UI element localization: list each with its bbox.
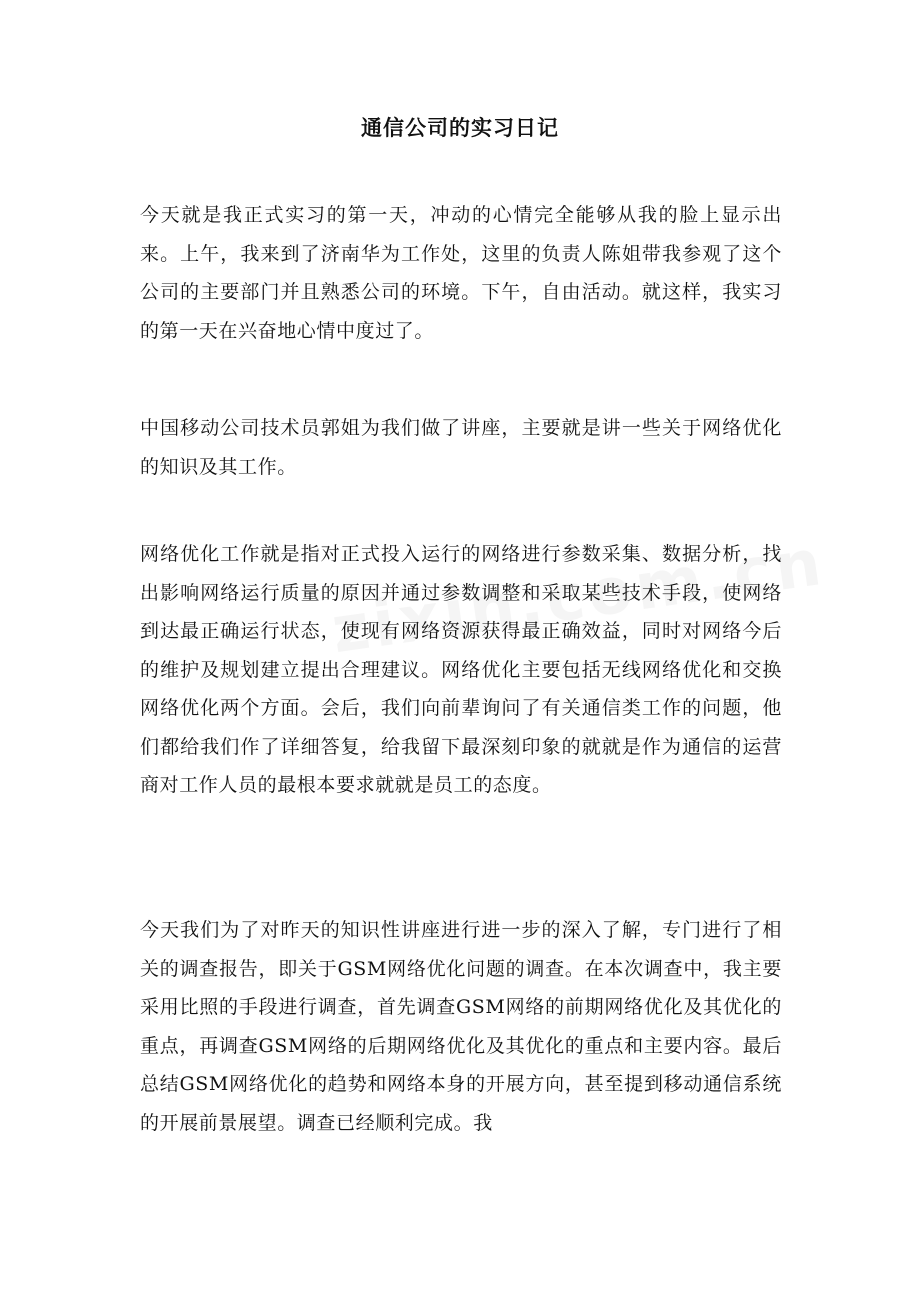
- paragraph-2: 中国移动公司技术员郭姐为我们做了讲座，主要就是讲一些关于网络优化的知识及其工作。: [140, 417, 782, 478]
- paragraph-4: 今天我们为了对昨天的知识性讲座进行进一步的深入了解，专门进行了相关的调查报告，即关于GSM网络优化问题的调查。在本次调查中，我主要采用比照的手段进行调查，首先调查GSM网络的前期网络优化及其优化的重点，再调查GSM网络的后期网络优化及其优化的重点和主要内容。最后总结GSM网络优化的趋势和网络本身的开展方向，甚至提到移动通信系统的开展前景展望。调查已经顺利完成。我: [140, 919, 782, 1134]
- paragraph-1: 今天就是我正式实习的第一天，冲动的心情完全能够从我的脸上显示出来。上午，我来到了济南华为工作处，这里的负责人陈姐带我参观了这个公司的主要部门并且熟悉公司的环境。下午，自由活动。就这样，我实习的第一天在兴奋地心情中度过了。: [140, 204, 782, 342]
- page-title: 通信公司的实习日记: [361, 116, 559, 140]
- paragraph-3: 网络优化工作就是指对正式投入运行的网络进行参数采集、数据分析，找出影响网络运行质量的原因并通过参数调整和采取某些技术手段，使网络到达最正确运行状态，使现有网络资源获得最正确效益，同时对网络今后的维护及规划建立提出合理建议。网络优化主要包括无线网络优化和交换网络优化两个方面。会后，我们向前辈询问了有关通信类工作的问题，他们都给我们作了详细答复，给我留下最深刻印象的就就是作为通信的运营商对工作人员的最根本要求就就是员工的态度。: [140, 543, 782, 796]
